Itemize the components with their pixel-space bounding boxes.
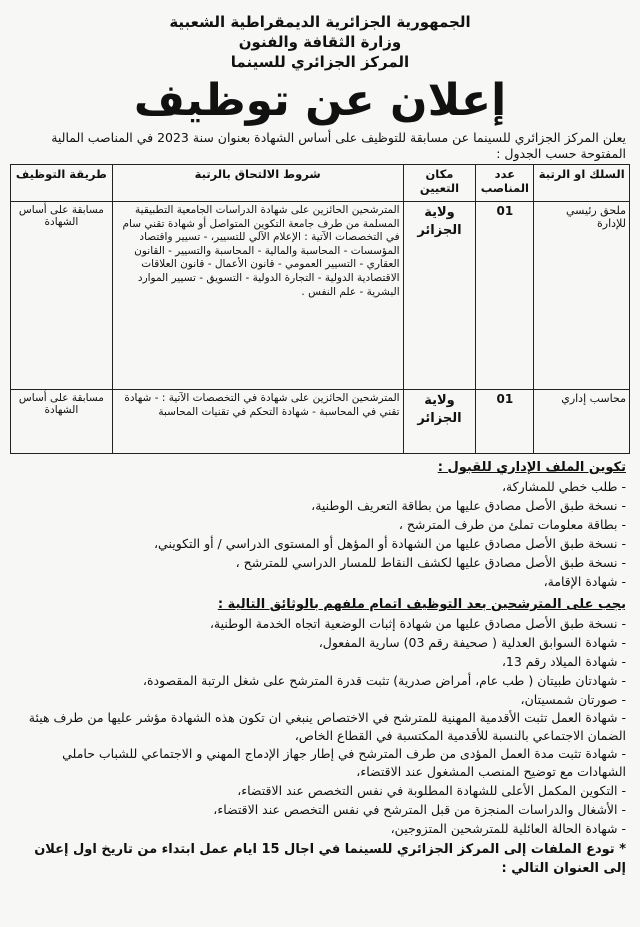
header-cond: شروط الالتحاق بالرتبة xyxy=(112,165,403,202)
header-ministry: وزارة الثقافة والفنون xyxy=(238,33,402,51)
cell-rank: محاسب إداري xyxy=(534,390,630,454)
cell-cond: المترشحين الحائزين على شهادة الدراسات الجامعية التطبيقية المسلمة من طرف جامعة التكوين المتواصل أو شهادة تقني سام في التخصصات الآتية : الإعلام الآلي للتسيير، - تسيير واقتصاد المؤسسات - المحاسبة والمالية - المحاسبة والتسيير - القانون العقاري - التسيير العمومي - قانون الأعمال - قانون العلاقات الاقتصادية الدولية - التجارة الدولية - التسويق - تسيير الموارد البشرية - علم النفس . xyxy=(112,202,403,390)
table-row xyxy=(11,390,630,454)
list-item: - شهادة الحالة العائلية للمترشحين المتزوجين، xyxy=(390,821,626,836)
list-item: - شهادة السوابق العدلية ( صحيفة رقم 03) سارية المفعول، xyxy=(318,635,626,650)
list-item: - التكوين المكمل الأعلى للشهادة المطلوبة في نفس التخصص عند الاقتضاء، xyxy=(237,783,626,798)
post-recruitment-heading: يجب على المترشحين بعد التوظيف اتمام ملفهم بالوثائق التالية : xyxy=(217,597,626,612)
intro-paragraph: يعلن المركز الجزائري للسينما عن مسابقة للتوظيف على أساس الشهادة بعنوان سنة 2023 في المناصب المالية المفتوحة حسب الجدول : xyxy=(51,130,626,161)
cell-rank: ملحق رئيسي للإدارة xyxy=(534,202,630,390)
table-row xyxy=(11,202,630,390)
cell-place: ولاية الجزائر xyxy=(403,202,476,390)
header-place: مكان التعيين xyxy=(403,165,476,202)
positions-table xyxy=(10,164,630,454)
table-header-row xyxy=(11,165,630,202)
header xyxy=(0,12,640,72)
list-item: - نسخة طبق الأصل مصادق عليها لكشف النقاط للمسار الدراسي للمترشح ، xyxy=(235,555,626,570)
header-rank: السلك او الرتبة xyxy=(534,165,630,202)
list-item: - نسخة طبق الأصل مصادق عليها من بطاقة التعريف الوطنية، xyxy=(311,498,626,513)
list-item: - شهادة الإقامة، xyxy=(543,574,626,589)
post-recruitment-list xyxy=(14,614,626,838)
admission-file-heading: تكوين الملف الإداري للقبول : xyxy=(437,460,626,475)
cell-cond: المترشحين الحائزين على شهادة في التخصصات الآتية : - شهادة تقني في المحاسبة - شهادة التحكم في تقنيات المحاسبة xyxy=(112,390,403,454)
list-item: - بطاقة معلومات تملئ من طرف المترشح ، xyxy=(398,517,626,532)
cell-num: 01 xyxy=(476,390,534,454)
header-center: المركز الجزائري للسينما xyxy=(230,53,410,71)
list-item: - نسخة طبق الأصل مصادق عليها من شهادة إثبات الوضعية اتجاه الخدمة الوطنية، xyxy=(209,616,626,631)
list-item: - الأشغال والدراسات المنجزة من قبل المترشح في نفس التخصص عند الاقتضاء، xyxy=(213,802,626,817)
cell-num: 01 xyxy=(476,202,534,390)
admission-file-section xyxy=(0,458,640,591)
admission-file-list xyxy=(14,477,626,591)
post-recruitment-section xyxy=(0,595,640,838)
list-item: - صورتان شمسيتان، xyxy=(520,692,626,707)
list-item: - نسخة طبق الأصل مصادق عليها من الشهادة أو المؤهل أو المستوى الدراسي / أو التكويني، xyxy=(153,536,626,551)
list-item: - شهادة الميلاد رقم 13، xyxy=(501,654,626,669)
page-title: إعلان عن توظيف xyxy=(133,75,507,126)
header-num: عدد المناصب xyxy=(476,165,534,202)
list-item: - طلب خطي للمشاركة، xyxy=(501,479,626,494)
list-item: - شهادة تثبت مدة العمل المؤدى من طرف المترشح في إطار جهاز الإدماج المهني و الاجتماعي للشباب حاملي الشهادات مع توضيح المنصب المشغول عند الاقتضاء، xyxy=(62,746,626,779)
cell-method: مسابقة على أساس الشهادة xyxy=(11,202,113,390)
header-method: طريقة التوظيف xyxy=(11,165,113,202)
submission-note: * تودع الملفات إلى المركز الجزائري للسينما في اجال 15 ايام عمل ابتداء من تاريخ اول إعلان إلى العنوان التالي : xyxy=(34,842,626,876)
header-republic: الجمهورية الجزائرية الديمقراطية الشعبية xyxy=(169,13,471,31)
cell-method: مسابقة على أساس الشهادة xyxy=(11,390,113,454)
cell-place: ولاية الجزائر xyxy=(403,390,476,454)
list-item: - شهادة العمل تثبت الأقدمية المهنية للمترشح في الاختصاص ينبغي ان تكون هذه الشهادة مؤشر عليها من طرف هيئة الضمان الاجتماعي بالنسبة للأقدمية المكتسبة في القطاع الخاص، xyxy=(28,710,626,743)
list-item: - شهادتان طبيتان ( طب عام، أمراض صدرية) تثبت قدرة المترشح على شغل الرتبة المقصودة، xyxy=(142,673,626,688)
